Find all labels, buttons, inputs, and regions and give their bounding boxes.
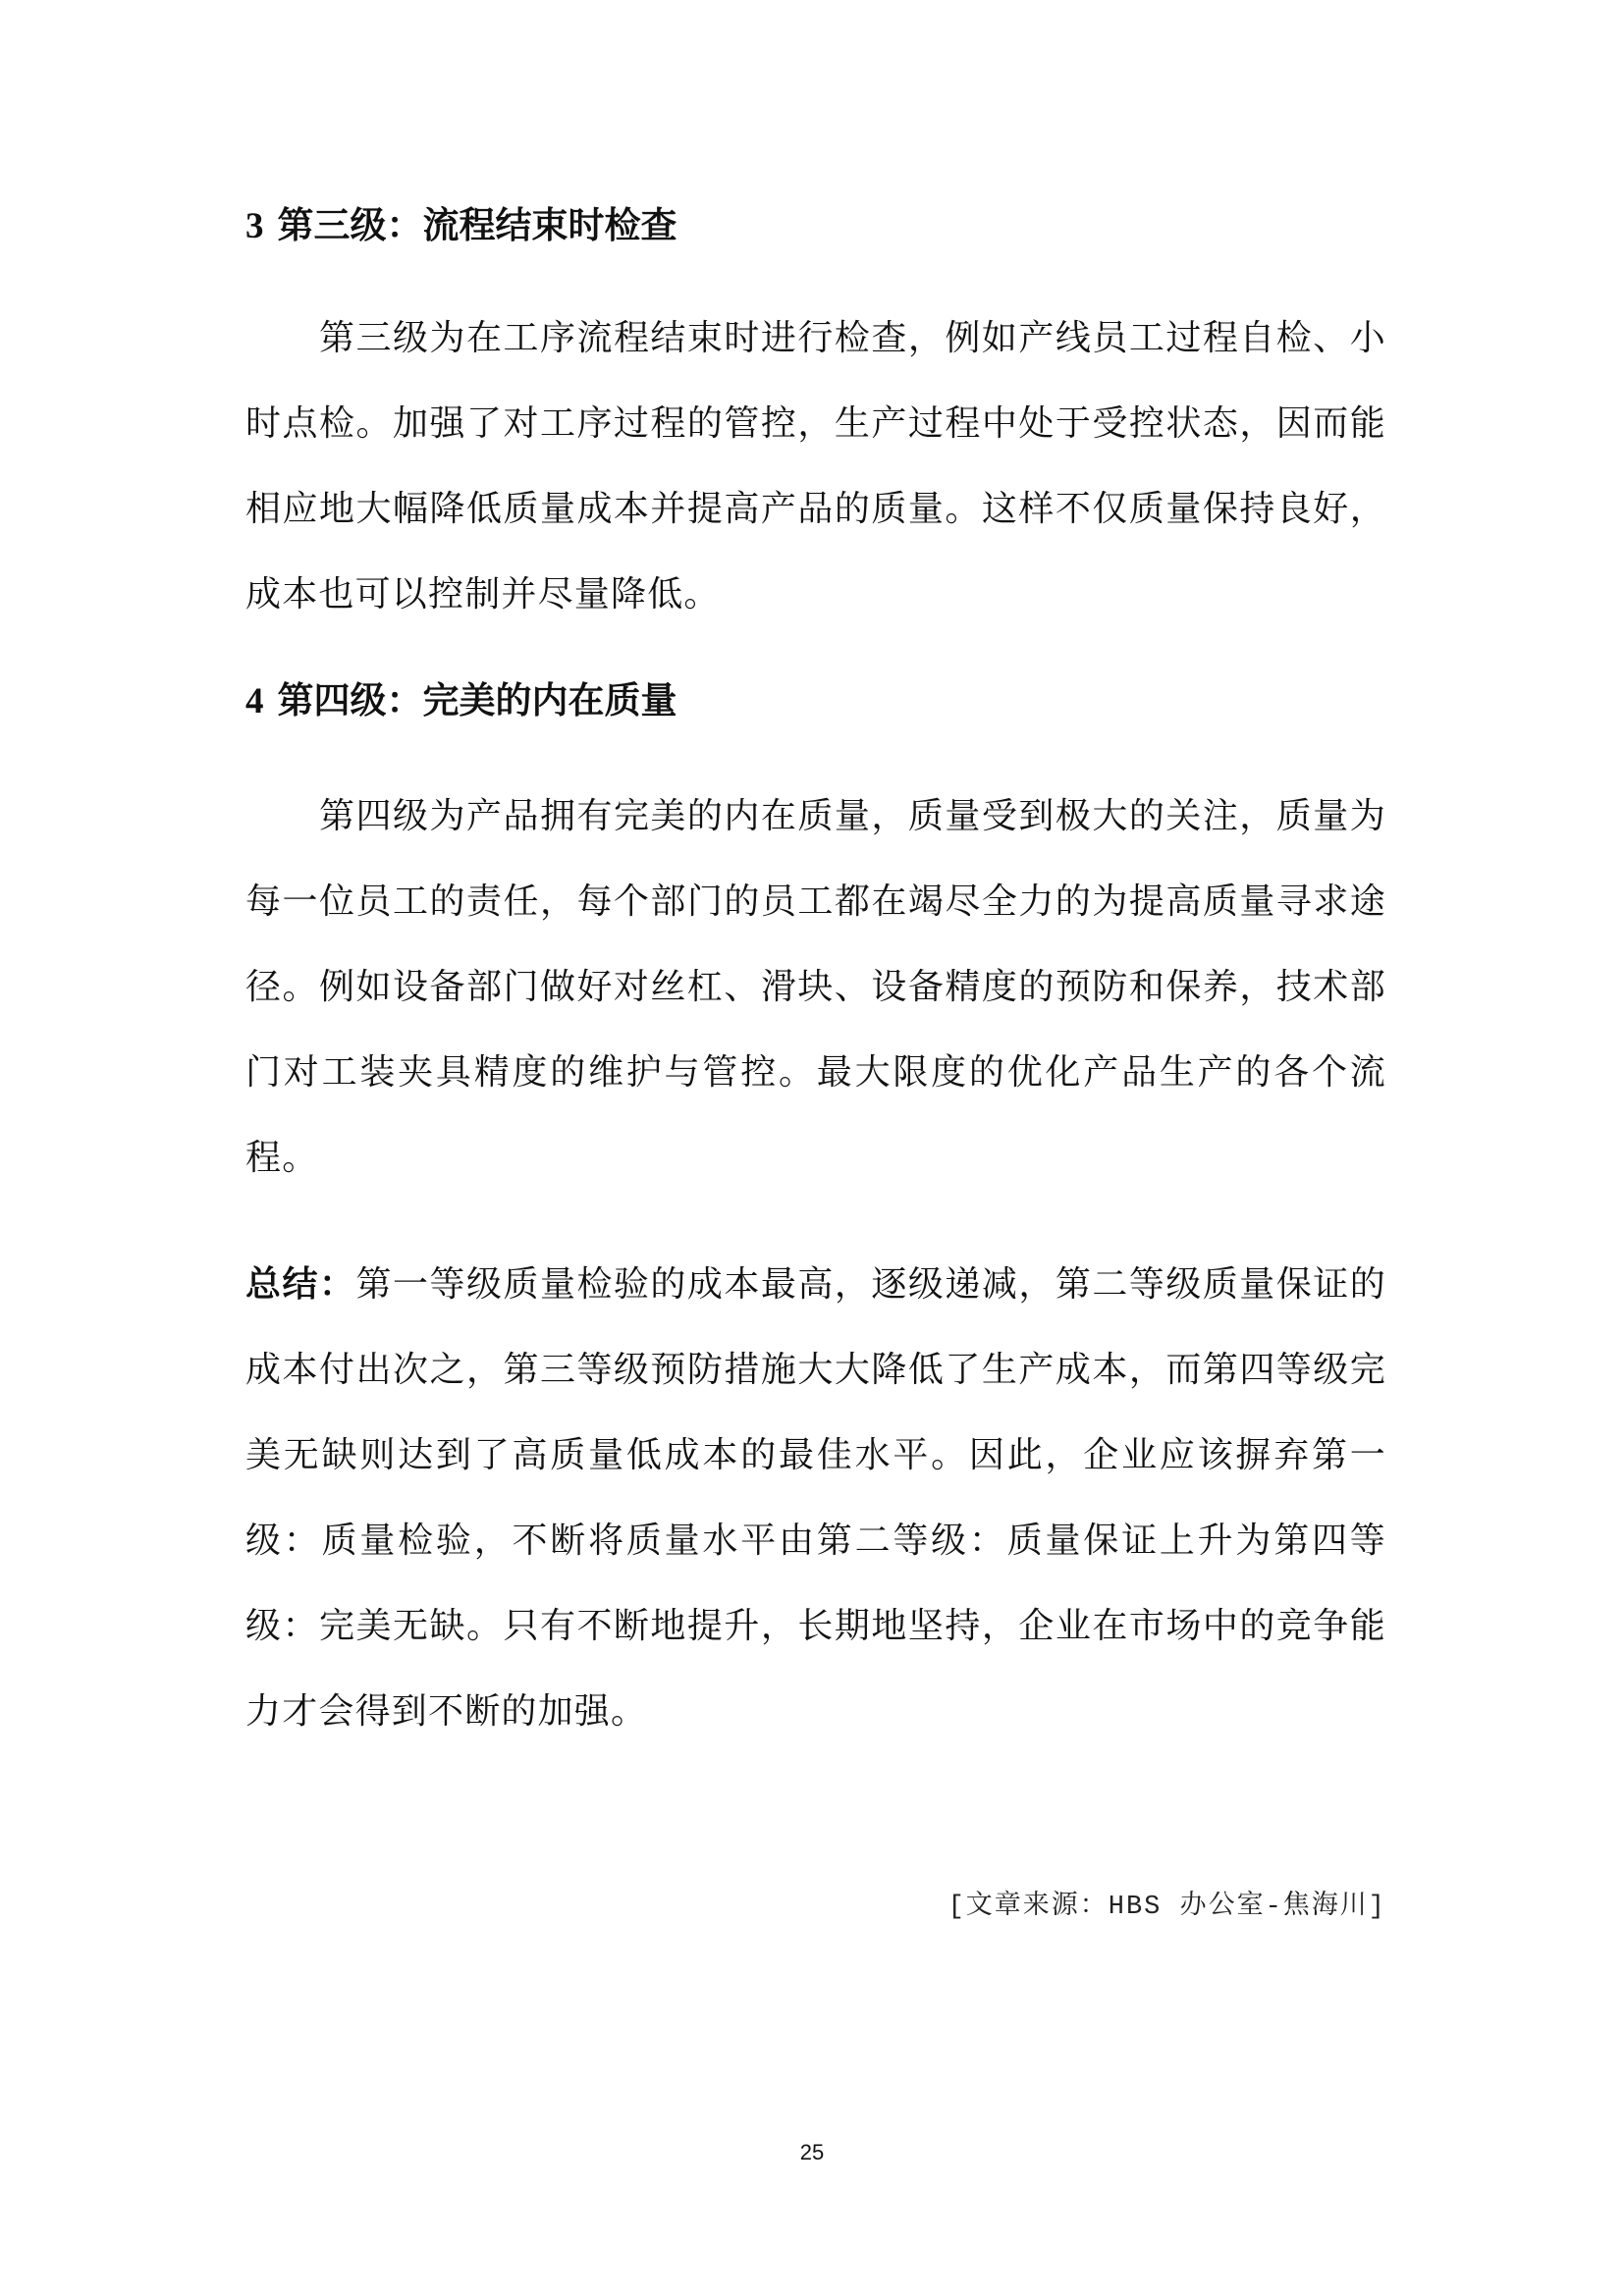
section-paragraph-3: 第三级为在工序流程结束时进行检查，例如产线员工过程自检、小时点检。加强了对工序过程的管控，生产过程中处于受控状态，因而能相应地大幅降低质量成本并提高产品的质量。这样不仅质量保持良好，成本也可以控制并尽量降低。: [245, 318, 1386, 614]
heading-text: 第三级：流程结束时检查: [277, 204, 677, 246]
heading-text: 第四级：完美的内在质量: [277, 679, 677, 721]
page-content: [245, 201, 1386, 1754]
summary-text: 第一等级质量检验的成本最高，逐级递减，第二等级质量保证的成本付出次之，第三等级预防措施大大降低了生产成本，而第四等级完美无缺则达到了高质量低成本的最佳水平。因此，企业应该摒弃第一级：质量检验，不断将质量水平由第二等级：质量保证上升为第四等级：完美无缺。只有不断地提升，长期地坚持，企业在市场中的竞争能力才会得到不断的加强。: [245, 1264, 1386, 1732]
summary-paragraph: [245, 1242, 1386, 1754]
heading-number: 4: [245, 681, 264, 721]
summary-label: 总结：: [245, 1264, 356, 1305]
heading-number: 3: [245, 206, 264, 246]
page-number: 25: [799, 2140, 825, 2164]
section-paragraph-4: 第四级为产品拥有完美的内在质量，质量受到极大的关注，质量为每一位员工的责任，每个部门的员工都在竭尽全力的为提高质量寻求途径。例如设备部门做好对丝杠、滑块、设备精度的预防和保养，技术部门对工装夹具精度的维护与管控。最大限度的优化产品生产的各个流程。: [245, 796, 1386, 1178]
article-source: [文章来源：HBS 办公室-焦海川]: [947, 1893, 1386, 1922]
section-heading-4: [245, 676, 1386, 726]
section-heading-3: [245, 201, 1386, 251]
